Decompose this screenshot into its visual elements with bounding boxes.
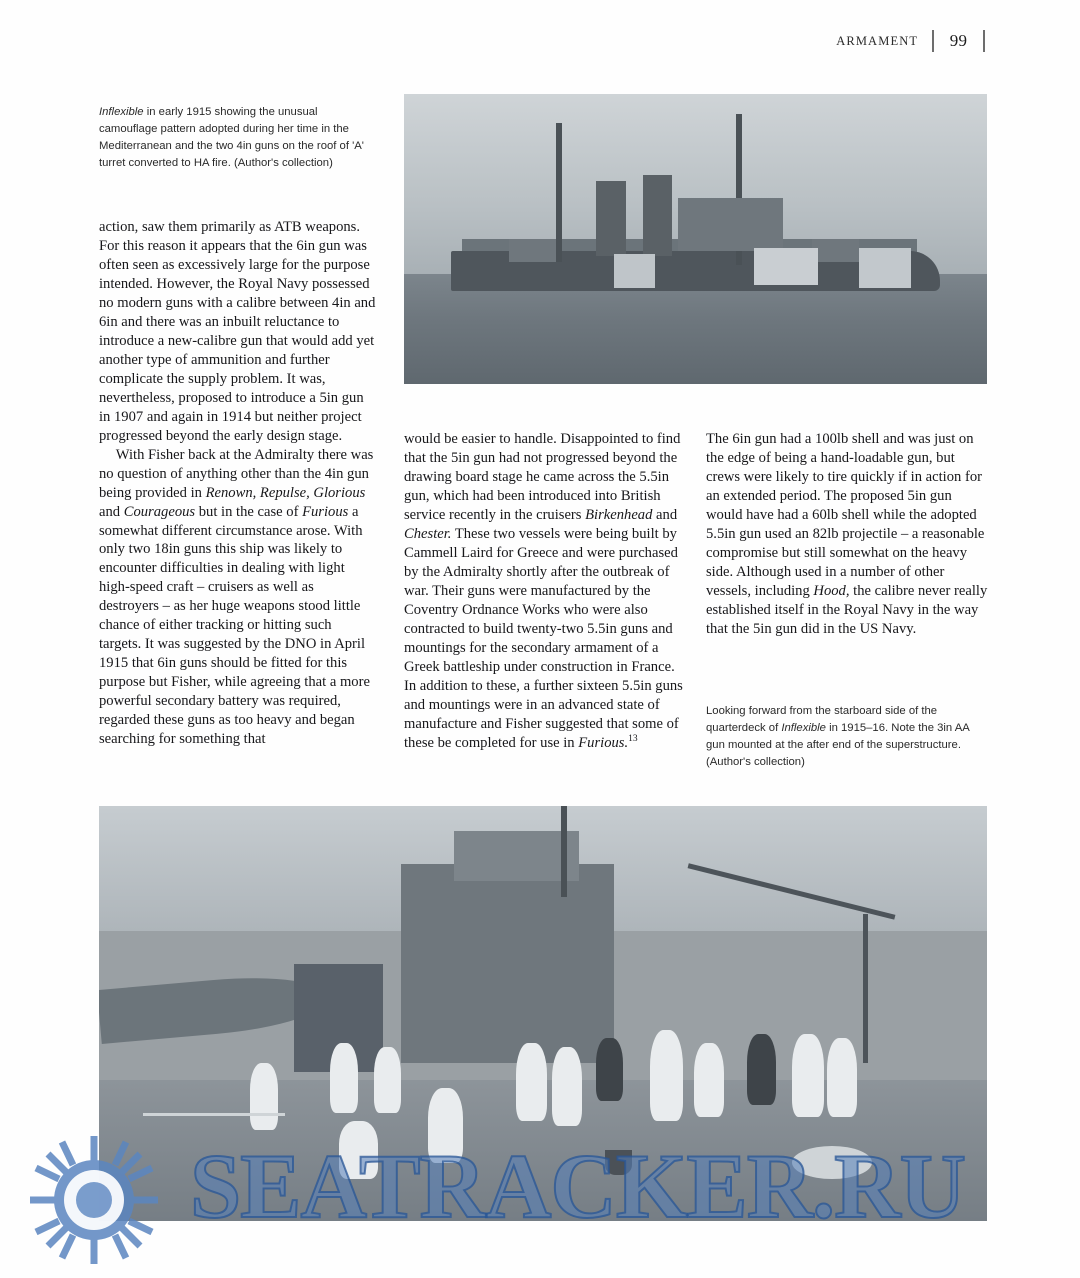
ship-name-chester: Chester.	[404, 525, 452, 542]
photo-coiled-rope	[792, 1146, 872, 1179]
paragraph-4-seg-1: The 6in gun had a 100lb shell and was just on the edge of being a hand-loadable gun, but crews were likely to tire quickly if in action for an extended period. The proposed 5in gun would have had a 60lb shell while the adopted 5.5in gun used an 82lb projectile – a reasonable compromise but still somewhat on the heavy side. Although used in a number of other vessels, including	[706, 431, 985, 599]
body-column-1	[99, 218, 376, 749]
photo-crew-figure	[428, 1088, 464, 1163]
photo-crew-figure	[552, 1047, 582, 1126]
photo-guardrail	[143, 1113, 285, 1116]
photo-crew-figure-dark	[596, 1038, 623, 1100]
photo-bucket	[605, 1150, 632, 1175]
caption-bottom-photo	[706, 703, 989, 772]
paragraph-3	[404, 430, 687, 752]
photo-crew-figure	[250, 1063, 278, 1129]
caption-ship-name: Inflexible	[99, 106, 144, 118]
caption-bottom-seg-1: Looking forward from the starboard side of the quarterdeck of	[706, 705, 938, 735]
paragraph-3-seg-1: would be easier to handle. Disappointed to find that the 5in gun had not progressed beyond the drawing board stage he came across the 5.5in gun, which had been introduced into British service recently in the cruisers	[404, 431, 681, 523]
photo-crew-figure	[827, 1038, 857, 1117]
photo-turret-a	[509, 239, 556, 262]
paragraph-2-seg-3: but in the case of	[195, 503, 303, 520]
photo-funnel-forward	[596, 181, 625, 256]
photo-crew-figure	[792, 1034, 824, 1117]
photo-camouflage-patch-1	[754, 248, 818, 286]
body-column-2	[404, 430, 687, 752]
watermark-text: SEATRACKER.RU	[190, 1135, 966, 1237]
photo-funnel-after	[643, 175, 672, 256]
paragraph-3-seg-3: These two vessels were being built by Cammell Laird for Greece and were purchased by the Admiralty shortly after the outbreak of war. Their guns were manufactured by the Coventry Ordnance Works who were also contracted to build twenty-two 5.5in guns and mountings for the secondary armament of a Greek battleship under construction in France. In addition to these, a further sixteen 5.5in guns and mountings were in an advanced state of manufacture and Fisher suggested that some of these be completed for use in	[404, 525, 683, 751]
photo-bottom-mast	[561, 806, 567, 897]
caption-top-text: in early 1915 showing the unusual camouflage pattern adopted during her time in the Mediterranean and the two 4in guns on the roof of 'A' turret converted to HA fire. (Author's collection)	[99, 106, 364, 170]
paragraph-4-seg-2: the calibre never really established itself in the Royal Navy in the way that the 5in gun did in the US Navy.	[706, 582, 988, 637]
header-divider-right	[983, 30, 985, 52]
page-header	[836, 28, 985, 54]
ship-name-birkenhead: Birkenhead	[585, 506, 653, 523]
photo-crew-figure	[516, 1043, 546, 1122]
photo-davit	[863, 914, 868, 1063]
paragraph-3-seg-2: and	[652, 506, 678, 523]
photo-crew-figure	[650, 1030, 684, 1121]
footnote-marker-13: 13	[628, 733, 638, 744]
photo-quarterdeck-crew	[99, 806, 987, 1221]
photo-seated-figure	[339, 1121, 378, 1179]
paragraph-2-seg-4: a somewhat different circumstance arose. With only two 18in guns this ship was likely to encounter difficulties in dealing with light high-speed craft – cruisers as well as destroyers – as her huge weapons stood little chance of either tracking or hitting such targets. It was suggested by the DNO in April 1915 that 6in guns should be fitted for this purpose but Fisher, while agreeing that a more powerful secondary battery was required, regarded these guns as too heavy and began searching for something that	[99, 503, 370, 748]
ship-name-furious: Furious	[302, 503, 349, 520]
paragraph-2-seg-1: With Fisher back at the Admiralty there was no question of anything other than the 4in gun being provided in	[99, 446, 374, 501]
caption-top-photo	[99, 104, 374, 173]
ship-names-renown-group: Renown, Repulse, Glorious	[205, 484, 366, 501]
paragraph-4	[706, 430, 989, 639]
photo-inflexible-1915	[404, 94, 987, 384]
paragraph-1: action, saw them primarily as ATB weapons. For this reason it appears that the 6in gun was often seen as excessively large for the purpose intended. However, the Royal Navy possessed no modern guns with a calibre between 4in and 6in and there was an inbuilt reluctance to introduce a new-calibre gun that would add yet another type of ammunition and further complicate the supply problem. It was, nevertheless, proposed to introduce a 5in gun in 1907 and again in 1914 but neither project progressed beyond the early design stage.	[99, 219, 376, 444]
photo-foremast	[556, 123, 562, 262]
header-section-title: ARMAMENT	[836, 33, 919, 48]
page-number: 99	[949, 31, 968, 50]
photo-turret-y	[812, 239, 859, 262]
photo-superstructure	[678, 198, 783, 250]
body-column-3	[706, 430, 989, 639]
photo-bottom-superstructure	[401, 864, 614, 1063]
caption-bottom-ship-name: Inflexible	[781, 722, 826, 735]
ship-name-furious-2: Furious.	[578, 734, 629, 751]
photo-crew-figure-dark	[747, 1034, 775, 1105]
photo-crew-figure	[694, 1043, 724, 1118]
photo-camouflage-patch-3	[614, 254, 655, 289]
photo-crew-figure	[330, 1043, 358, 1114]
caption-bottom-seg-2: in 1915–16. Note the 3in AA gun mounted at the after end of the superstructure. (Author's collection)	[706, 722, 970, 769]
paragraph-2	[99, 446, 376, 750]
ship-name-courageous: Courageous	[123, 503, 196, 520]
photo-crew-figure	[374, 1047, 401, 1113]
paragraph-2-seg-2: and	[99, 503, 124, 520]
ship-name-hood: Hood,	[813, 582, 850, 599]
photo-camouflage-patch-2	[859, 248, 911, 289]
